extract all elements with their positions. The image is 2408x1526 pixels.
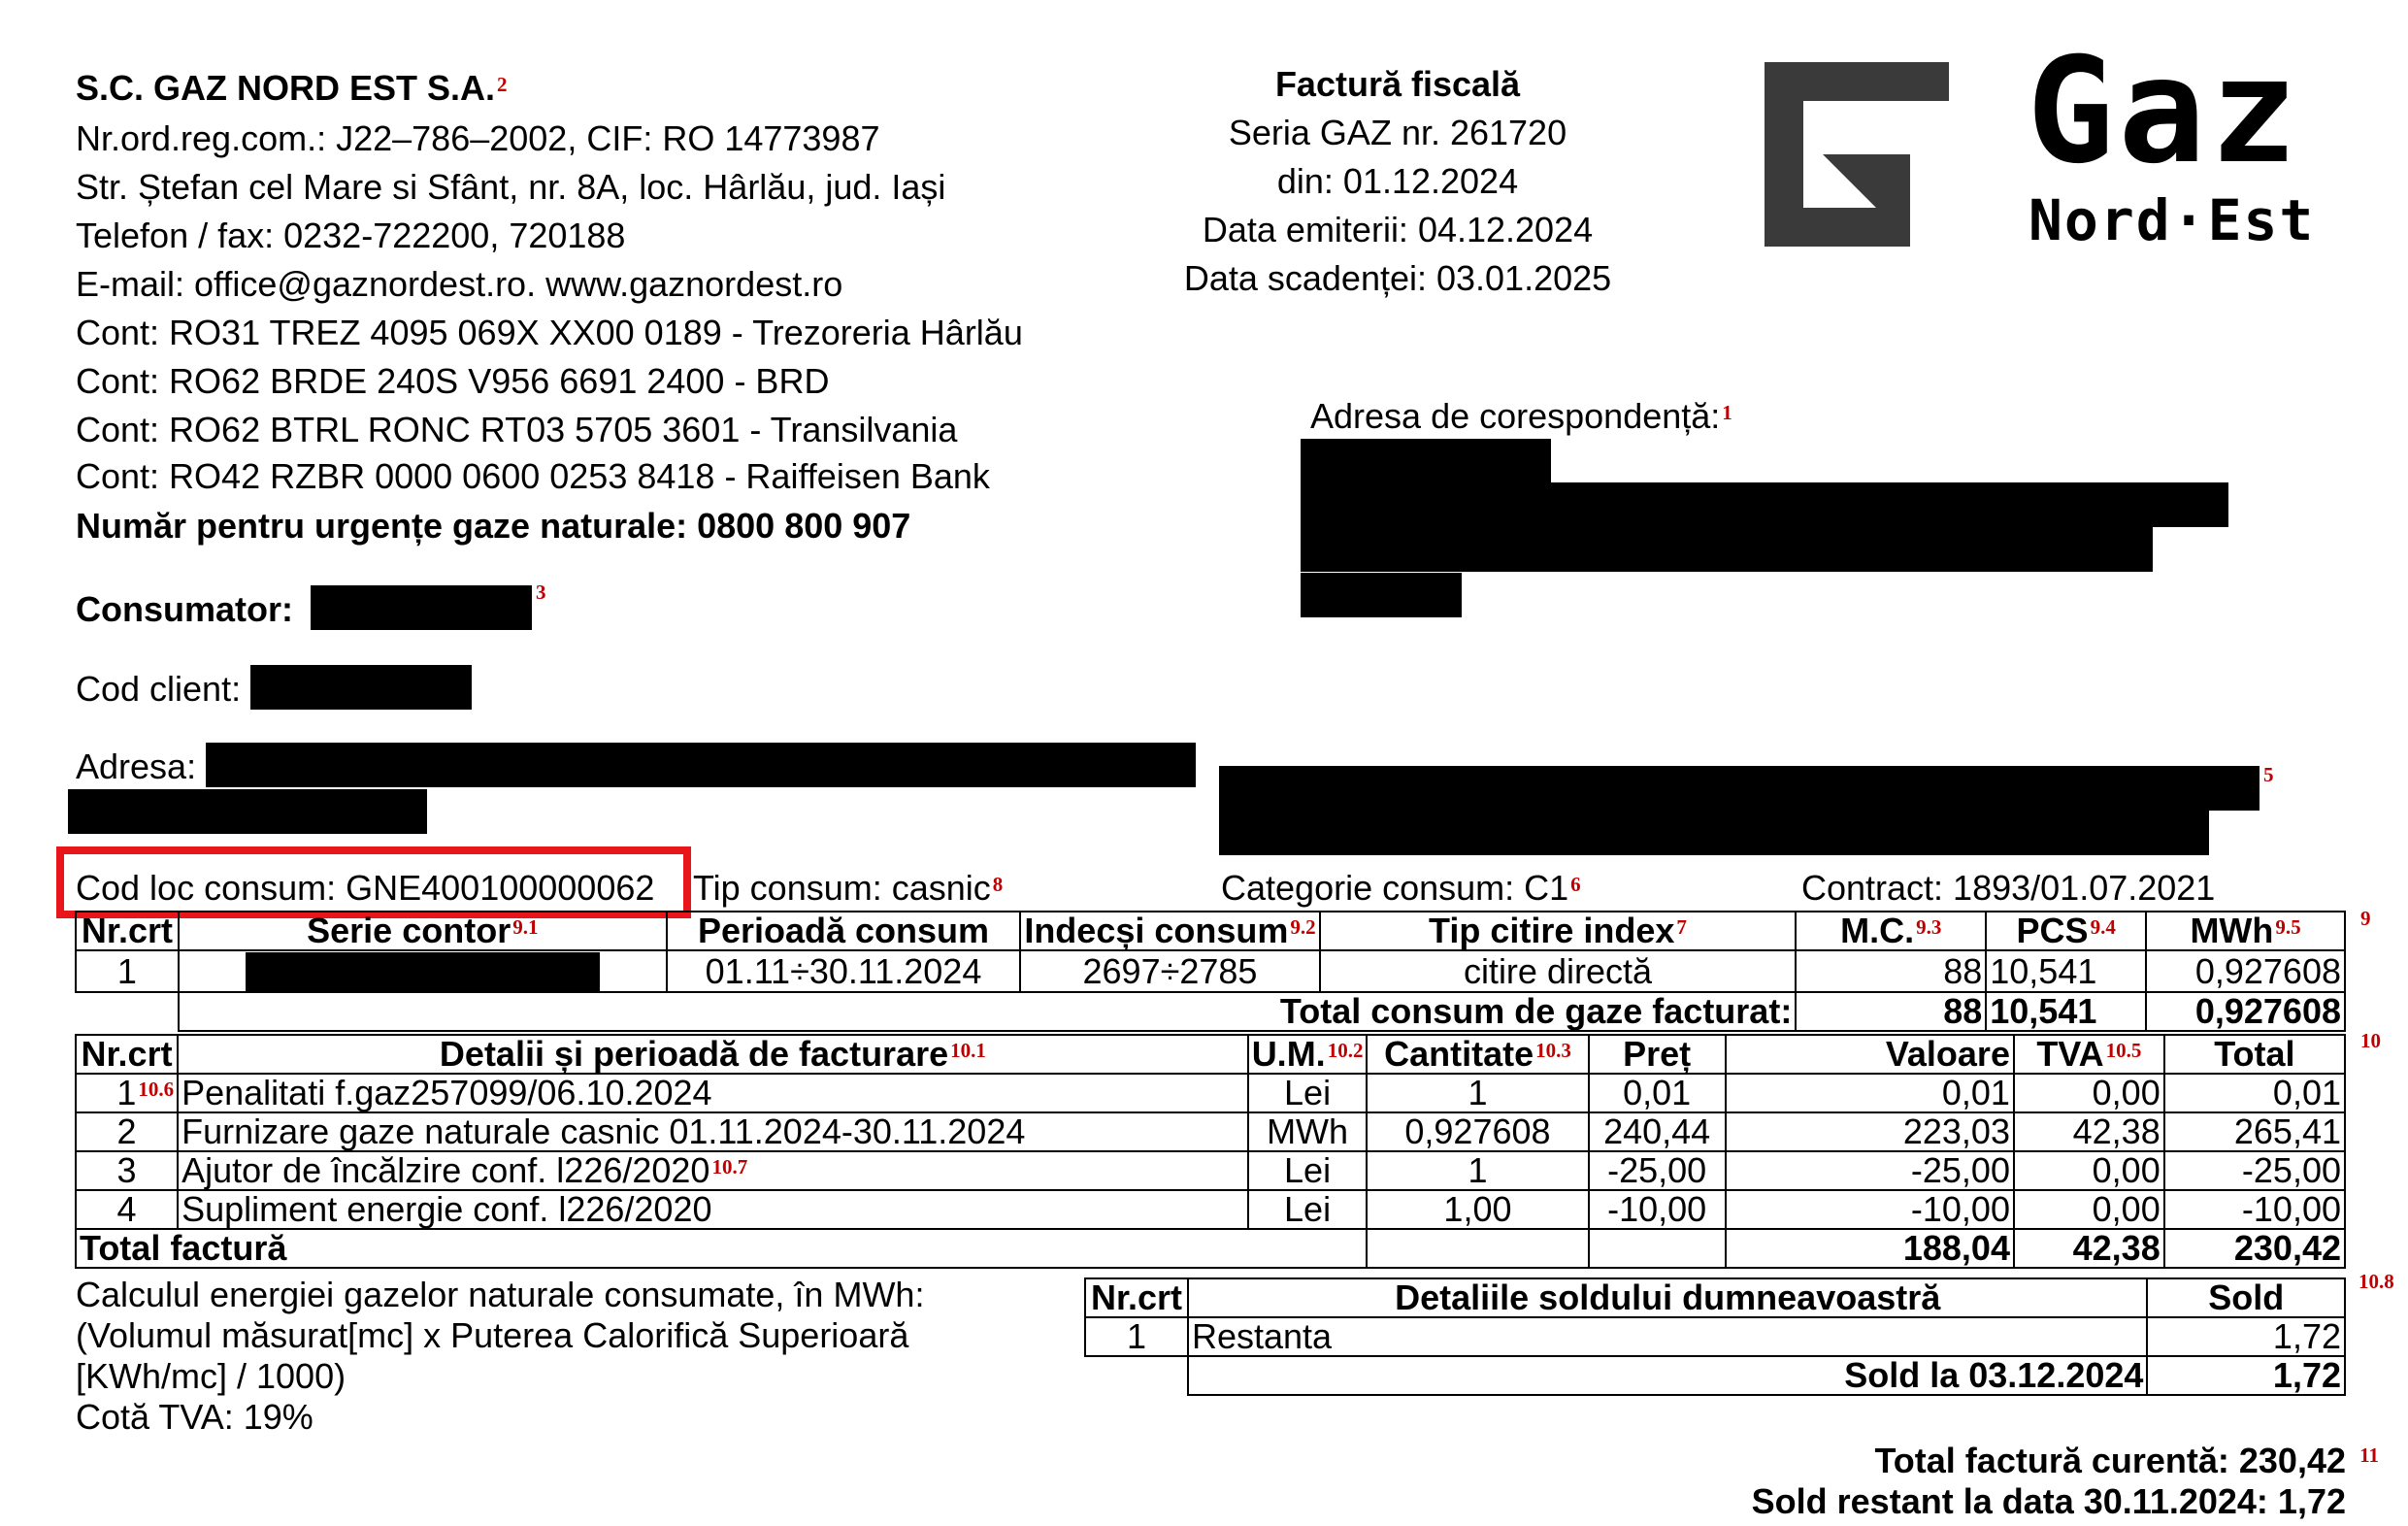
loc-consum-code: Cod loc consum: GNE400100000062 <box>76 868 655 908</box>
header-cell: Perioadă consum <box>667 912 1021 950</box>
header-cell: Detaliile soldului dumneavoastră <box>1188 1278 2147 1317</box>
company-reg: Nr.ord.reg.com.: J22–786–2002, CIF: RO 14773987 <box>76 118 880 158</box>
table-cell: 1 <box>1367 1074 1588 1112</box>
billing-total-row <box>76 1229 2345 1268</box>
company-address: Str. Ștefan cel Mare si Sfânt, nr. 8A, loc. Hârlău, jud. Iași <box>76 167 946 207</box>
table-cell: 42,38 <box>2014 1229 2164 1268</box>
table-cell: 1 <box>76 950 179 992</box>
table-row <box>76 1151 2345 1190</box>
table-cell: Restanta <box>1188 1317 2147 1356</box>
table-row <box>1085 1317 2345 1356</box>
consumer-label: Consumator: <box>76 589 293 629</box>
header-cell: Detalii și perioadă de facturare$^{10.1}$ <box>178 1035 1248 1074</box>
header-cell: Valoare <box>1726 1035 2014 1074</box>
total-label: Sold la 03.12.2024 <box>1188 1356 2147 1395</box>
address-label: Adresa: <box>76 746 197 786</box>
balance-note: 10.8 <box>2359 1270 2394 1293</box>
redacted-block <box>1301 482 2228 527</box>
meter-table <box>75 911 2346 1032</box>
table-cell: 3 <box>76 1151 178 1190</box>
account-line: Cont: RO62 BTRL RONC RT03 5705 3601 - Transilvania <box>76 410 958 449</box>
table-row <box>76 1074 2345 1112</box>
header-cell: M.C.$^{9.3}$ <box>1796 912 1986 950</box>
header-cell: Total <box>2164 1035 2345 1074</box>
billing-table-header <box>76 1035 2345 1074</box>
table-cell: 0,00 <box>2014 1074 2164 1112</box>
table-cell: $1^{10.6}$ <box>76 1074 178 1112</box>
redacted-client-code <box>250 665 472 710</box>
logo-word: Gaz <box>2027 27 2301 196</box>
table-cell: 88 <box>1796 992 1986 1031</box>
billing-table <box>75 1034 2346 1269</box>
table-cell: 0,927608 <box>2146 992 2345 1031</box>
header-cell: Nr.crt <box>76 912 179 950</box>
client-code-label: Cod client: <box>76 669 242 709</box>
table-cell: 1,72 <box>2147 1317 2345 1356</box>
consumer-note: 3 <box>536 581 546 604</box>
table-cell: 0,01 <box>2164 1074 2345 1112</box>
table-cell: -25,00 <box>1589 1151 1726 1190</box>
redacted-address <box>68 789 427 834</box>
company-email: E-mail: office@gaznordest.ro. www.gaznordest.ro <box>76 264 843 304</box>
table-cell: 1,72 <box>2147 1356 2345 1395</box>
invoice-issued: Data emiterii: 04.12.2024 <box>1202 210 1594 249</box>
table-cell: 0,00 <box>2014 1151 2164 1190</box>
header-cell: $TVA^{10.5}$ <box>2014 1035 2164 1074</box>
table-cell <box>1085 1356 1188 1395</box>
table-cell: citire directă <box>1320 950 1797 992</box>
logo-mark-icon <box>1765 62 1949 247</box>
table-cell: 1,00 <box>1367 1190 1588 1229</box>
redacted-block <box>1301 527 2153 572</box>
table-cell <box>76 992 179 1031</box>
table-cell: -10,00 <box>1589 1190 1726 1229</box>
header-cell: Preț <box>1589 1035 1726 1074</box>
redacted-block <box>1301 573 1462 617</box>
table-cell: 0,927608 <box>1367 1112 1588 1151</box>
company-name: S.C. GAZ NORD EST S.A.$^2$ <box>76 68 508 108</box>
table-cell <box>1589 1229 1726 1268</box>
invoice-series: Seria GAZ nr. 261720 <box>1228 113 1567 152</box>
table-cell: 1 <box>1085 1317 1188 1356</box>
table-cell: Supliment energie conf. l226/2020 <box>178 1190 1248 1229</box>
table-cell: Lei <box>1248 1190 1368 1229</box>
table-cell: -10,00 <box>1726 1190 2014 1229</box>
table-cell: 0,01 <box>1589 1074 1726 1112</box>
invoice-date: din: 01.12.2024 <box>1276 161 1519 201</box>
table-cell: -10,00 <box>2164 1190 2345 1229</box>
redacted-address <box>206 743 1196 787</box>
header-cell: Nr.crt <box>1085 1278 1188 1317</box>
total-label: Total factură <box>76 1229 1367 1268</box>
account-line: Cont: RO31 TREZ 4095 069X XX00 0189 - Trezoreria Hârlău <box>76 313 1023 352</box>
logo-sub: Nord·Est <box>2029 187 2316 253</box>
meter-note: 9 <box>2360 907 2371 930</box>
billing-note: 10 <box>2360 1029 2381 1052</box>
table-cell: MWh <box>1248 1112 1368 1151</box>
table-cell: 4 <box>76 1190 178 1229</box>
address-note: 5 <box>2263 763 2274 786</box>
tip-consum: Tip consum: casnic$^8$ <box>693 868 1004 908</box>
table-cell: -25,00 <box>2164 1151 2345 1190</box>
table-cell: 0,927608 <box>2146 950 2345 992</box>
table-cell: 10,541 <box>1986 992 2146 1031</box>
gaz-nord-est-logo <box>1765 27 2347 254</box>
calc-line: (Volumul măsurat[mc] x Puterea Calorifică Superioară <box>76 1315 909 1355</box>
balance-total-row <box>1085 1356 2345 1395</box>
header-cell: Cantitate$^{10.3}$ <box>1367 1035 1588 1074</box>
table-cell: 230,42 <box>2164 1229 2345 1268</box>
header-cell: Serie contor$^{9.1}$ <box>179 912 667 950</box>
table-cell: 01.11÷30.11.2024 <box>667 950 1021 992</box>
table-cell: 0,01 <box>1726 1074 2014 1112</box>
redacted-address <box>1219 811 2209 855</box>
header-cell: Indecși consum$^{9.2}$ <box>1020 912 1319 950</box>
meter-table-header <box>76 912 2345 950</box>
table-cell: Lei <box>1248 1074 1368 1112</box>
table-row <box>76 1112 2345 1151</box>
calc-line: Calculul energiei gazelor naturale consumate, în MWh: <box>76 1275 925 1314</box>
table-cell: -25,00 <box>1726 1151 2014 1190</box>
account-line: Cont: RO62 BRDE 240S V956 6691 2400 - BRD <box>76 361 830 401</box>
table-cell: 0,00 <box>2014 1190 2164 1229</box>
table-cell: 2 <box>76 1112 178 1151</box>
header-cell: Sold <box>2147 1278 2345 1317</box>
table-cell: 265,41 <box>2164 1112 2345 1151</box>
emergency-number: Număr pentru urgențe gaze naturale: 0800 800 907 <box>76 506 911 546</box>
table-cell: 240,44 <box>1589 1112 1726 1151</box>
account-line: Cont: RO42 RZBR 0000 0600 0253 8418 - Raiffeisen Bank <box>76 456 990 496</box>
table-cell: 1 <box>1367 1151 1588 1190</box>
redacted-meter-serial <box>246 952 600 991</box>
balance-table <box>1084 1277 2346 1396</box>
table-row <box>76 1190 2345 1229</box>
company-phone: Telefon / fax: 0232-722200, 720188 <box>76 216 626 255</box>
header-cell: Tip citire index$^7$ <box>1320 912 1797 950</box>
calc-notes <box>76 1275 924 1438</box>
table-cell: Lei <box>1248 1151 1368 1190</box>
table-cell: 188,04 <box>1726 1229 2014 1268</box>
header-cell: U.M.$^{10.2}$ <box>1248 1035 1368 1074</box>
header-cell: $PCS^{9.4}$ <box>1986 912 2146 950</box>
current-total: Total factură curentă: 230,42 11 <box>1874 1441 2379 1480</box>
redacted-address <box>1219 766 2260 811</box>
invoice-due: Data scadenței: 03.01.2025 <box>1183 258 1612 298</box>
arrears-total: Sold restant la data 30.11.2024: 1,72 <box>1751 1481 2346 1521</box>
table-cell: Ajutor de încălzire conf. $l226/2020^{10.7}$ <box>178 1151 1248 1190</box>
table-cell: 10,541 <box>1986 950 2146 992</box>
table-cell: 223,03 <box>1726 1112 2014 1151</box>
meter-total-row <box>76 992 2345 1031</box>
table-cell <box>1367 1229 1588 1268</box>
calc-line: [KWh/mc] / 1000) <box>76 1356 346 1396</box>
table-cell: Furnizare gaze naturale casnic 01.11.2024-30.11.2024 <box>178 1112 1248 1151</box>
table-cell: 42,38 <box>2014 1112 2164 1151</box>
table-cell <box>179 950 667 992</box>
categorie-consum: Categorie consum: $C1^6$ <box>1221 868 1581 908</box>
table-cell: Penalitati f.gaz257099/06.10.2024 <box>178 1074 1248 1112</box>
table-cell: 88 <box>1796 950 1986 992</box>
total-label: Total consum de gaze facturat: <box>179 992 1796 1031</box>
header-cell: MWh$^{9.5}$ <box>2146 912 2345 950</box>
correspondence-label: Adresa de corespondență:$^1$ <box>1310 396 1732 436</box>
calc-line: Cotă TVA: 19% <box>76 1397 313 1437</box>
balance-table-header <box>1085 1278 2345 1317</box>
redacted-block <box>1301 439 1551 483</box>
table-cell: 2697÷2785 <box>1020 950 1319 992</box>
redacted-consumer <box>311 585 532 630</box>
header-cell: Nr.crt <box>76 1035 178 1074</box>
table-row <box>76 950 2345 992</box>
contract: Contract: 1893/01.07.2021 <box>1801 868 2216 908</box>
invoice-title: Factură fiscală <box>1274 64 1521 104</box>
